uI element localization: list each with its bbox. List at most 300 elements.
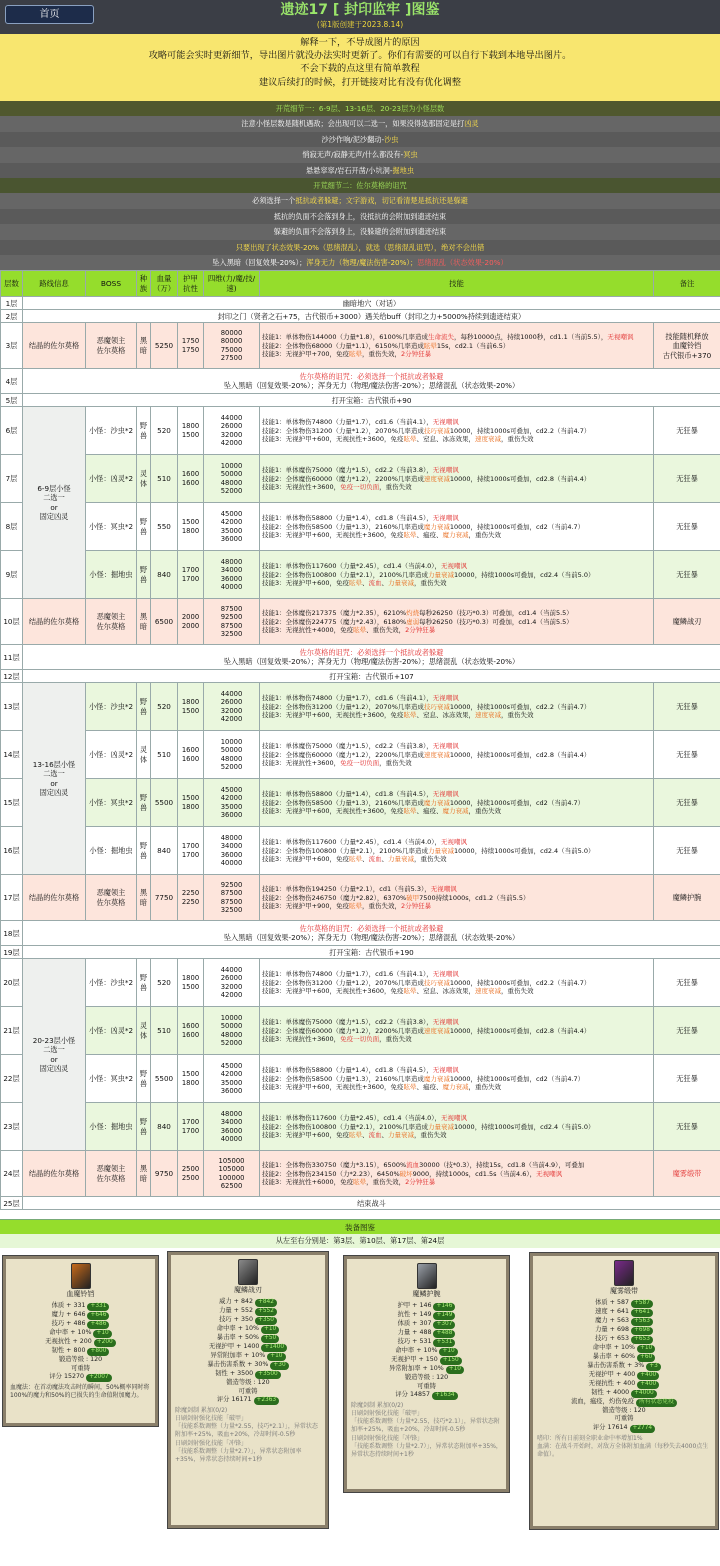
stat-text: 命中率 + 10% (395, 1346, 438, 1354)
skill-effect: 眩晕 (403, 807, 417, 816)
skills-cell (260, 323, 654, 369)
stat-text: 技巧 + 486 (51, 1319, 86, 1327)
floor-cell: 22层 (1, 1055, 23, 1103)
armor-cell (178, 323, 204, 369)
stat-text: 技巧 + 531 (397, 1337, 432, 1345)
stat-value: 48000 (220, 754, 243, 763)
tip-line: 开荒细节一：6-9层、13-16层、20-23层为小怪层数 (0, 101, 720, 116)
boss-cell (86, 875, 137, 921)
stat-value: 10000 (220, 461, 243, 470)
stat-value: 45000 (220, 509, 243, 518)
skill-line: 技能3：无视护甲+600，无视抗性+3600，免疫眩晕、瘟疫、魔力衰减，重伤失效 (262, 531, 501, 540)
stat-text: 韧性 + 3500 (215, 1369, 254, 1377)
stat-value: 80000 (220, 337, 243, 346)
race-char: 灵 (139, 745, 148, 755)
floor-cell: 12层 (1, 670, 23, 683)
skill-effect: 速度衰减 (423, 750, 450, 759)
item-stat (533, 1380, 715, 1389)
page-title: 遗迹17 [ 封印监牢 ]图鉴 (280, 2, 440, 18)
hp-cell: 520 (151, 959, 178, 1007)
skill-effect: 眩晕 (403, 987, 417, 996)
boss-name: 小怪：冥虫*2 (88, 798, 134, 808)
boss-cell (86, 779, 137, 827)
stat-value: 42000 (220, 991, 243, 1000)
stats-cell (204, 599, 260, 645)
skill-effect: 无视嘲讽 (432, 742, 459, 751)
note-cell (654, 551, 720, 599)
desc-line: 血魔法：在首动魔法攻击时的瞬间，50%概率同时将100%的魔力和50%的已损失的生命值附加魔力。 (10, 1384, 150, 1400)
skill-line: 技能2：全体物伤58500（力量*1.3），2160%几率造成魔力衰减10000，持续1000s可叠加，cd2（当前4.7） (262, 522, 585, 531)
table-header-cell: 层数 (1, 271, 23, 297)
race-char: 野 (139, 841, 148, 851)
skills-cell (260, 1055, 654, 1103)
stat-text: 体质 + 331 (51, 1301, 86, 1309)
skill-line: 技能2：全体物伤246750（魔力*2.82），6370%破甲7500持续1000s，cd1.2（当前5.5） (262, 893, 530, 902)
boss-name: 小怪：掘地虫 (89, 570, 133, 580)
skills-cell (260, 827, 654, 875)
note-cell (654, 1151, 720, 1197)
stat-text: 命中率 + 10% (49, 1328, 92, 1336)
skill-line: 技能3：无视护甲+600，无视抗性+3600，免疫眩晕、瘟疫、魔力衰减，重伤失效 (262, 807, 501, 816)
stat-bonus: +10 (267, 1353, 285, 1361)
stats-cell (204, 731, 260, 779)
stat-bonus: +200 (94, 1339, 116, 1347)
group-cell (23, 959, 86, 1151)
race-cell (137, 731, 151, 779)
boss-name: 小怪：冥虫*2 (88, 522, 134, 532)
floor-cell: 19层 (1, 946, 23, 959)
armor-value: 1700 (181, 566, 200, 575)
stat-value: 87500 (220, 897, 243, 906)
note-cell (654, 779, 720, 827)
skill-line: 技能2：全体魔伤60000（魔力*1.2），2200%几率造成速度衰减10000，持续1000s可叠加，cd2.8（当前4.4） (262, 1026, 591, 1035)
stat-text: 可重铸 (417, 1382, 436, 1390)
table-row (1, 297, 720, 310)
stat-value: 10000 (220, 1013, 243, 1022)
floor-event: 幽暗地穴（对话） (23, 297, 720, 310)
tip-text: 必须选择一个 (252, 196, 296, 206)
stats-cell (204, 323, 260, 369)
header-bar (0, 0, 720, 34)
armor-value: 1600 (181, 754, 200, 763)
boss-cell (86, 323, 137, 369)
skill-effect: 眩晕 (353, 1178, 367, 1187)
stat-value: 36000 (220, 535, 243, 544)
tip-line: 开荒细节二：佐尔莫格的诅咒 (0, 178, 720, 193)
skills-cell (260, 503, 654, 551)
skill-line: 技能2：全体魔伤60000（魔力*1.2），2200%几率造成速度衰减10000，持续1000s可叠加，cd2.8（当前4.4） (262, 474, 591, 483)
floor-cell: 6层 (1, 407, 23, 455)
stat-text: 体质 + 307 (397, 1319, 432, 1327)
desc-line: 「技能系数调整（力量*2.55，技巧*2.1）」，异常状态附加率+25%，吸血+20%，冷却时间-0.5秒 (175, 1423, 318, 1439)
skill-line: 技能1：单体物伤74800（力量*1.7），cd1.6（当前4.1），无视嘲讽 (262, 694, 459, 703)
skill-effect: 无视嘲讽 (430, 885, 457, 894)
curse-cell (23, 921, 720, 946)
skill-effect: 力量衰减 (388, 1131, 414, 1140)
skill-line: 技能2：全体物伤31200（力量*1.2），2070%几率造成技巧衰减10000，持续1000s可叠加，cd2.2（当前4.7） (262, 426, 591, 435)
skill-line: 技能1：全体魔伤217375（魔力*2.35），6210%灼烧每秒26250（技巧*0.3）可叠加，cd1.4（当前5.5） (262, 609, 573, 618)
stat-bonus: 所有状态免疫 (636, 1399, 677, 1407)
race-char: 兽 (139, 706, 148, 716)
item-stat (171, 1334, 325, 1343)
stat-bonus: +800 (87, 1348, 109, 1356)
stat-bonus: +2007 (86, 1374, 112, 1382)
item-stat (6, 1320, 155, 1329)
skill-effect: 眩晕 (349, 1131, 362, 1140)
skill-effect: 速度衰减 (423, 1026, 450, 1035)
stat-text: 速度 + 641 (595, 1307, 629, 1315)
skill-line: 技能3：无视护甲+700，免疫眩晕，重伤失效，2分钟狂暴 (262, 350, 432, 359)
note-cell (654, 323, 720, 369)
note-line: 无狂暴 (676, 750, 698, 760)
stat-value: 44000 (220, 965, 243, 974)
skill-effect: 力量衰减 (388, 579, 414, 588)
race-char: 暗 (139, 897, 148, 907)
skill-effect: 眩晕 (403, 531, 417, 540)
hp-cell: 550 (151, 503, 178, 551)
stat-bonus: +150 (440, 1357, 462, 1365)
race-char: 兽 (139, 1126, 148, 1136)
item-stat (171, 1325, 325, 1334)
stat-value: 45000 (220, 1061, 243, 1070)
skill-line: 技能1：单体物伤58800（力量*1.4），cd1.8（当前4.5），无视嘲讽 (262, 514, 459, 523)
race-char: 暗 (139, 345, 148, 355)
table-row (1, 1151, 720, 1197)
desc-line: 除魔剑制 累加(0/2) (351, 1402, 404, 1410)
skill-line: 技能2：全体物伤58500（力量*1.3），2160%几率造成魔力衰减10000，持续1000s可叠加，cd2（当前4.7） (262, 1074, 585, 1083)
stats-cell (204, 959, 260, 1007)
armor-cell (178, 1007, 204, 1055)
stat-bonus: +646 (87, 1312, 109, 1320)
stat-bonus: +1634 (432, 1392, 458, 1400)
note-cell (654, 599, 720, 645)
armor-value: 1700 (181, 1126, 200, 1135)
skill-effect: 技巧衰减 (423, 702, 450, 711)
table-row (1, 683, 720, 731)
skills-cell (260, 731, 654, 779)
skill-line: 技能3：无视抗性+4000，免疫眩晕、重伤失效，2分钟狂暴 (262, 626, 436, 635)
note-line: 无狂暴 (676, 978, 698, 988)
stat-value: 42000 (220, 1070, 243, 1079)
note-cell (654, 959, 720, 1007)
stat-bonus: +488 (433, 1330, 455, 1338)
armor-value: 1750 (181, 337, 200, 346)
skill-line: 技能1：单体物伤74800（力量*1.7），cd1.6（当前4.1），无视嘲讽 (262, 418, 459, 427)
stat-text: 力量 + 552 (219, 1306, 253, 1314)
desc-line: 日刷剑射强化技能「冲锋」 (351, 1434, 424, 1442)
race-char: 体 (139, 754, 148, 764)
note-line: 无狂暴 (676, 846, 698, 856)
item-stat (171, 1298, 325, 1307)
skill-line: 技能1：单体魔伤75000（魔力*1.5），cd2.2（当前3.8），无视嘲讽 (262, 466, 459, 475)
item-stat (347, 1374, 506, 1383)
item-stat (171, 1388, 325, 1397)
stats-cell (204, 551, 260, 599)
stat-value: 80000 (220, 328, 243, 337)
stat-text: 命中率 + 10% (592, 1343, 635, 1351)
skills-cell (260, 875, 654, 921)
skill-effect: 流血 (368, 1131, 382, 1140)
floor-event: 结束战斗 (23, 1197, 720, 1210)
equip-card[interactable] (3, 1256, 158, 1426)
note-cell (654, 1055, 720, 1103)
desc-line: 血满：在战斗开始时，对敌方全体附加血满（每秒失去4000点生命值）。 (537, 1443, 709, 1459)
hp-cell: 840 (151, 1103, 178, 1151)
boss-cell (86, 1055, 137, 1103)
stat-bonus: +3 (646, 1363, 661, 1371)
item-stat (347, 1365, 506, 1374)
curse-cell (23, 369, 720, 394)
item-stat (6, 1347, 155, 1356)
race-char: 兽 (139, 526, 148, 536)
stat-bonus: +552 (255, 1308, 277, 1316)
floor-cell: 18层 (1, 921, 23, 946)
stat-bonus: +653 (631, 1336, 653, 1344)
armor-value: 1500 (181, 430, 200, 439)
equip-card[interactable] (168, 1252, 328, 1528)
skill-line: 技能1：单体物伤144000（力量*1.8），6100%几率造成生命流失，每秒10000点，持续1000秒，cd1.1（当前5.5），无视嘲讽 (262, 333, 634, 342)
skills-cell (260, 779, 654, 827)
armor-value: 1500 (181, 794, 200, 803)
stat-text: 锻造等级 : 120 (602, 1406, 646, 1414)
stat-bonus: +10 (439, 1348, 457, 1356)
tip-highlight: 沙虫 (384, 134, 399, 144)
stat-value: 26000 (220, 698, 243, 707)
floor-cell: 3层 (1, 323, 23, 369)
skill-effect: 免疫一切负面 (340, 483, 380, 492)
item-stat (533, 1344, 715, 1353)
stat-text: 无视护甲 + 150 (391, 1355, 438, 1363)
race-cell (137, 323, 151, 369)
boss-cell (86, 731, 137, 779)
table-row (1, 503, 720, 551)
skill-effect: 灼烧 (406, 609, 420, 618)
race-char: 黑 (139, 1164, 148, 1174)
race-char: 野 (139, 421, 148, 431)
skill-effect: 魔力衰减 (442, 1083, 469, 1092)
note-line: 无狂暴 (676, 426, 698, 436)
item-stat (6, 1373, 155, 1382)
skill-line: 技能1：单体物伤117600（力量*2.45），cd1.4（当前4.0），无视嘲讽 (262, 1114, 468, 1123)
skill-effect: 眩晕 (349, 579, 362, 588)
floor-event: 打开宝箱：古代银币+107 (23, 670, 720, 683)
skill-effect: 无视嘲讽 (536, 1169, 563, 1178)
item-stat (533, 1308, 715, 1317)
item-icon (417, 1263, 437, 1289)
tip-line (0, 147, 720, 162)
skill-effect: 无视嘲讽 (432, 1018, 459, 1027)
floor-cell: 20层 (1, 959, 23, 1007)
item-stat (533, 1335, 715, 1344)
table-row (1, 551, 720, 599)
armor-value: 1800 (181, 974, 200, 983)
equip-card[interactable] (344, 1256, 509, 1492)
hp-cell: 520 (151, 683, 178, 731)
stat-text: 锻造等级 : 120 (226, 1378, 270, 1386)
intro-line: 解释一下，不导成图片的原因 (300, 37, 420, 48)
skill-effect: 无视嘲讽 (432, 790, 459, 799)
tip-highlight: 抵抗或者躲避；文字游戏，切记看清楚是抵抗还是躲避 (295, 196, 468, 206)
stat-value: 48000 (220, 478, 243, 487)
table-row (1, 369, 720, 394)
note-line: 技能随机释放 (665, 331, 709, 341)
boss-cell (86, 551, 137, 599)
tip-line (0, 132, 720, 147)
stat-text: 可重铸 (71, 1364, 90, 1372)
table-header-cell: 路线信息 (23, 271, 86, 297)
stats-cell (204, 683, 260, 731)
stat-bonus: +563 (631, 1318, 653, 1326)
race-cell (137, 599, 151, 645)
stat-value: 35000 (220, 802, 243, 811)
stat-value: 32000 (220, 430, 243, 439)
boss-cell (86, 1103, 137, 1151)
armor-value: 2250 (181, 889, 200, 898)
stat-value: 92500 (220, 880, 243, 889)
boss-name: 佐尔莫格 (96, 345, 126, 355)
equip-card[interactable] (530, 1253, 718, 1529)
skill-effect: 无视嘲讽 (432, 418, 459, 427)
group-line: 13-16层小怪 (32, 759, 76, 769)
skill-effect: 速度衰减 (474, 987, 501, 996)
armor-value: 1500 (181, 1070, 200, 1079)
skill-effect: 魔力衰减 (423, 1074, 450, 1083)
item-stat (347, 1302, 506, 1311)
stat-value: 48000 (220, 557, 243, 566)
item-stat (533, 1362, 715, 1371)
armor-value: 1700 (181, 842, 200, 851)
item-desc (171, 1405, 325, 1466)
stat-value: 52000 (220, 487, 243, 496)
boss-name: 小怪：凶灵*2 (88, 1026, 134, 1036)
armor-value: 1700 (181, 574, 200, 583)
floor-cell: 4层 (1, 369, 23, 394)
boss-name: 小怪：冥虫*2 (88, 1074, 134, 1084)
armor-cell (178, 683, 204, 731)
item-stat (6, 1365, 155, 1374)
stat-value: 26000 (220, 974, 243, 983)
stat-text: 暴击伤害系数 + 3% (587, 1361, 645, 1369)
tip-part: 思绪混乱（状态效果-20%） (417, 257, 508, 267)
skill-effect: 眩晕 (403, 711, 417, 720)
floor-cell: 10层 (1, 599, 23, 645)
stat-value: 42000 (220, 715, 243, 724)
skill-line: 技能2：全体物伤234150（力*2.23），6450%破坏9000，持续1000s，cd1.5s（当前4.6），无视嘲讽 (262, 1169, 563, 1178)
hp-cell: 510 (151, 455, 178, 503)
skill-effect: 速度衰减 (474, 711, 501, 720)
skill-effect: 2分钟狂暴 (405, 626, 436, 635)
armor-value: 1800 (181, 802, 200, 811)
armor-value: 2250 (181, 897, 200, 906)
stat-value: 105000 (218, 1156, 245, 1165)
group-cell (23, 683, 86, 875)
stat-value: 32500 (220, 630, 243, 639)
skill-line: 技能1：单体物伤117600（力量*2.45），cd1.4（当前4.0），无视嘲讽 (262, 838, 468, 847)
note-line: 无狂暴 (676, 702, 698, 712)
stat-value: 36000 (220, 574, 243, 583)
hp-cell: 5500 (151, 1055, 178, 1103)
floor-event: 打开宝箱：古代银币+90 (23, 394, 720, 407)
armor-value: 1600 (181, 478, 200, 487)
table-row (1, 1055, 720, 1103)
group-line: 固定凶灵 (39, 512, 69, 522)
skill-line: 技能3：无视护甲+600，免疫眩晕、流血、力量衰减，重伤失效 (262, 579, 447, 588)
desc-line: 「技能系数调整（力量*2.7）」，异常状态附加率+35%，异常状态持续时间+1秒 (175, 1447, 302, 1463)
stat-value: 34000 (220, 566, 243, 575)
skill-line: 技能2：全体物伤58500（力量*1.3），2160%几率造成魔力衰减10000，持续1000s可叠加，cd2（当前4.7） (262, 798, 585, 807)
stat-bonus: +2774 (630, 1425, 656, 1433)
race-cell (137, 959, 151, 1007)
race-char: 野 (139, 1117, 148, 1127)
desc-line: 「技能系数调整（力量*2.55，技巧*2.1）」，异常状态附加率+25%，吸血+20%，冷却时间-0.5秒 (351, 1418, 500, 1434)
stat-bonus: +50 (261, 1335, 279, 1343)
intro-notice (0, 34, 720, 101)
skills-cell (260, 1007, 654, 1055)
table-row (1, 455, 720, 503)
stat-bonus: +30 (270, 1362, 288, 1370)
skill-effect: 魔力衰减 (442, 807, 469, 816)
home-button[interactable]: 首页 (5, 5, 94, 24)
boss-name: 小怪：沙虫*2 (88, 978, 134, 988)
stat-text: 暴击伤害系数 + 30% (207, 1360, 269, 1368)
armor-cell (178, 875, 204, 921)
skill-line: 技能3：无视护甲+600，无视抗性+3600，免疫眩晕、窒息、冰冻效果，速度衰减，重伤失效 (262, 435, 534, 444)
stat-text: 可重铸 (614, 1415, 634, 1423)
stat-text: 无视护甲 + 1400 (208, 1342, 260, 1350)
boss-name: 恶魔领主 (96, 612, 126, 622)
armor-value: 2000 (181, 621, 200, 630)
table-header-row (1, 271, 720, 297)
stat-value: 40000 (220, 859, 243, 868)
stat-value: 45000 (220, 785, 243, 794)
skill-line: 技能1：全体物伤330750（魔力*3.15），6500%流血30000（技*0.3），持续15s，cd1.8（当前4.9），可叠加 (262, 1161, 585, 1170)
item-stat (6, 1338, 155, 1347)
note-line: 无狂暴 (676, 522, 698, 532)
stat-value: 87500 (220, 889, 243, 898)
floor-cell: 23层 (1, 1103, 23, 1151)
stat-text: 体质 + 587 (595, 1298, 629, 1306)
note-line: 无狂暴 (676, 1122, 698, 1132)
hp-cell: 5250 (151, 323, 178, 369)
item-stat (533, 1317, 715, 1326)
stat-value: 26000 (220, 422, 243, 431)
stat-value: 44000 (220, 689, 243, 698)
race-char: 兽 (139, 802, 148, 812)
curse-title: 佐尔莫格的诅咒：必须选择一个抵抗或者躲避 (299, 371, 444, 381)
armor-value: 2500 (181, 1165, 200, 1174)
item-desc (6, 1382, 155, 1402)
table-row (1, 731, 720, 779)
race-char: 兽 (139, 1078, 148, 1088)
hp-cell: 6500 (151, 599, 178, 645)
skill-effect: 魔力衰减 (423, 798, 450, 807)
hp-cell: 7750 (151, 875, 178, 921)
race-cell (137, 683, 151, 731)
curse-cell (23, 645, 720, 670)
stat-bonus: +641 (631, 1309, 653, 1317)
skill-effect: 技巧衰减 (423, 978, 450, 987)
intro-line[interactable]: 不会下载的点这里有简单教程 (300, 63, 420, 75)
armor-cell (178, 779, 204, 827)
table-header-cell: 四维(力/魔/技/速) (204, 271, 260, 297)
armor-value: 1600 (181, 1030, 200, 1039)
hp-cell: 520 (151, 407, 178, 455)
curse-title: 佐尔莫格的诅咒：必须选择一个抵抗或者躲避 (299, 923, 444, 933)
tip-line: 只要出现了状态效果-20%（思绪混乱），就选（思绪混乱诅咒），绝对不会出错 (0, 240, 720, 255)
item-stat (347, 1329, 506, 1338)
stat-bonus: +350 (255, 1317, 277, 1325)
skill-line: 技能3：无视抗性+6000，免疫眩晕，重伤失效，2分钟狂暴 (262, 1178, 436, 1187)
